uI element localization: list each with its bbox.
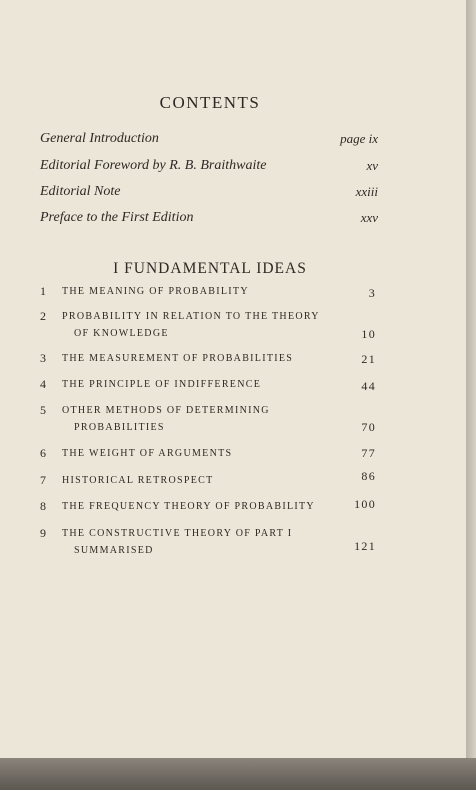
chapter-page: 10 bbox=[361, 327, 376, 341]
chapter-title bbox=[62, 376, 332, 393]
chapter-number: 5 bbox=[40, 403, 48, 417]
chapter-page: 44 bbox=[361, 379, 376, 393]
chapter-number: 4 bbox=[40, 377, 48, 391]
front-matter-page: xxiii bbox=[355, 184, 378, 199]
chapter-title bbox=[62, 402, 332, 436]
chapter-title bbox=[62, 445, 332, 462]
chapter-page: 77 bbox=[361, 446, 376, 460]
chapter-title-line: THE CONSTRUCTIVE THEORY OF PART I bbox=[62, 528, 293, 539]
chapter-page: 3 bbox=[368, 286, 376, 300]
front-matter-page: page ix bbox=[340, 131, 378, 146]
chapter-title-line: THE FREQUENCY THEORY OF PROBABILITY bbox=[62, 501, 315, 512]
chapter-title-line: THE MEANING OF PROBABILITY bbox=[62, 286, 249, 297]
front-matter-page: xv bbox=[366, 158, 378, 173]
part-title: I FUNDAMENTAL IDEAS bbox=[113, 260, 307, 277]
page-bottom-shadow bbox=[0, 758, 476, 790]
chapter-page: 86 bbox=[361, 469, 376, 483]
chapter-title-continuation: SUMMARISED bbox=[74, 545, 154, 556]
front-matter-title: Editorial Foreword by R. B. Braithwaite bbox=[40, 158, 267, 173]
chapter-title bbox=[62, 283, 332, 300]
front-matter-title: Editorial Note bbox=[40, 184, 121, 199]
chapter-title bbox=[62, 308, 332, 342]
chapter-number: 6 bbox=[40, 446, 48, 460]
chapter-page: 21 bbox=[361, 352, 376, 366]
contents-heading: CONTENTS bbox=[159, 93, 261, 112]
chapter-title-line: THE PRINCIPLE OF INDIFFERENCE bbox=[62, 379, 262, 390]
chapter-number: 7 bbox=[40, 473, 48, 487]
chapter-title-continuation: OF KNOWLEDGE bbox=[74, 328, 169, 339]
chapter-page: 100 bbox=[354, 497, 376, 511]
chapter-title-line: OTHER METHODS OF DETERMINING bbox=[62, 405, 270, 416]
chapter-title-line: HISTORICAL RETROSPECT bbox=[62, 475, 214, 486]
page-edge bbox=[466, 0, 476, 760]
chapter-number: 9 bbox=[40, 526, 48, 540]
chapter-number: 3 bbox=[40, 351, 48, 365]
chapter-title-line: THE WEIGHT OF ARGUMENTS bbox=[62, 448, 233, 459]
front-matter-title: Preface to the First Edition bbox=[40, 210, 194, 225]
chapter-number: 1 bbox=[40, 284, 48, 298]
chapter-title bbox=[62, 498, 332, 515]
chapter-title-line: PROBABILITY IN RELATION TO THE THEORY bbox=[62, 311, 320, 322]
front-matter-page: xxv bbox=[360, 210, 378, 225]
chapter-title bbox=[62, 525, 332, 559]
chapter-number: 2 bbox=[40, 309, 48, 323]
chapter-title-line: THE MEASUREMENT OF PROBABILITIES bbox=[62, 353, 294, 364]
chapter-page: 121 bbox=[354, 539, 376, 553]
chapter-number: 8 bbox=[40, 499, 48, 513]
chapter-page: 70 bbox=[361, 420, 376, 434]
chapter-title bbox=[62, 472, 332, 489]
chapter-title-continuation: PROBABILITIES bbox=[74, 422, 165, 433]
front-matter-title: General Introduction bbox=[40, 131, 159, 146]
chapter-title bbox=[62, 350, 332, 367]
